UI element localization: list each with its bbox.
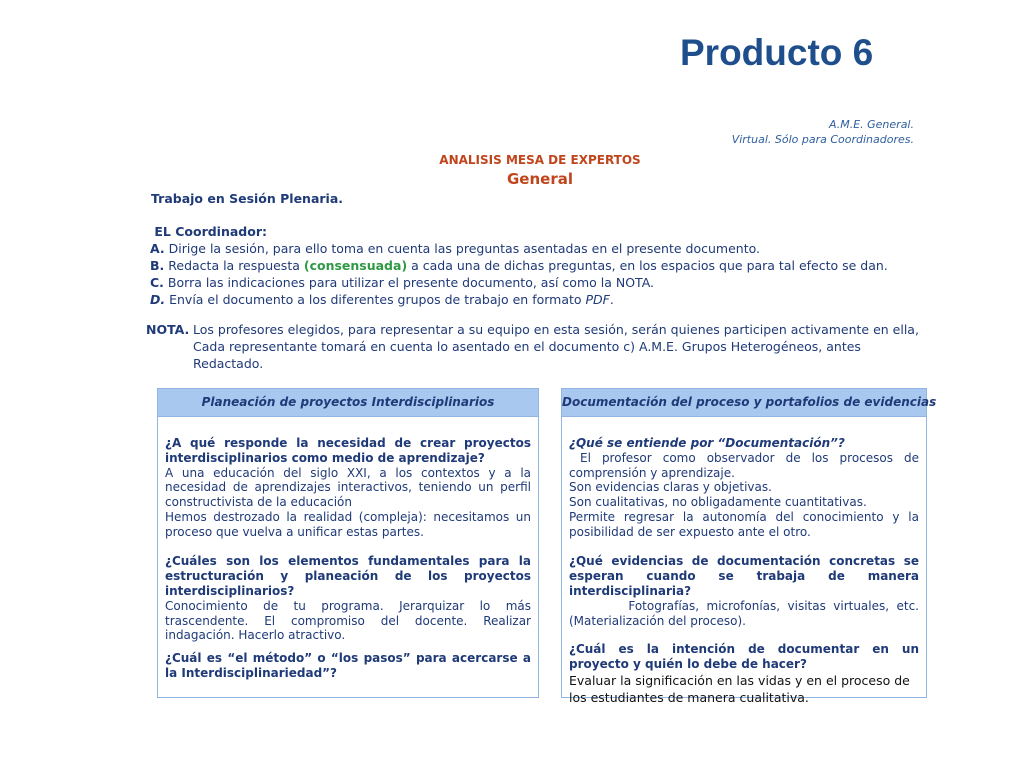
answer: Son cualitativas, no obligadamente cuantitativas. — [569, 495, 867, 510]
nota-label: NOTA. — [146, 322, 190, 337]
instruction-d: D. Envía el documento a los diferentes grupos de trabajo en formato PDF. — [150, 292, 614, 307]
question: ¿Qué se entiende por “Documentación”? — [569, 436, 845, 450]
section-subheading: General — [507, 170, 573, 188]
question: ¿Qué evidencias de documentación concretas se esperan cuando se trabaja de manera interdisciplinaria? — [569, 554, 919, 598]
nota-line: Los profesores elegidos, para representar a su equipo en esta sesión, serán quienes participen activamente en ella, — [193, 322, 919, 337]
documentation-box-header: Documentación del proceso y portafolios de evidencias — [562, 389, 926, 417]
documentation-box — [561, 388, 937, 705]
section-heading: ANALISIS MESA DE EXPERTOS — [439, 153, 641, 167]
planning-box-header: Planeación de proyectos Interdisciplinarios — [158, 389, 538, 417]
question: ¿Cuál es la intención de documentar en un proyecto y quién lo debe de hacer? — [569, 642, 919, 672]
question: ¿Cuáles son los elementos fundamentales para la estructuración y planeación de los proyectos interdisciplinarios? — [165, 554, 531, 598]
answer: Evaluar la significación en las vidas y en el proceso de los estudiantes de manera cualitativa. — [569, 672, 910, 705]
meta-line-virtual: Virtual. Sólo para Coordinadores. — [731, 133, 914, 146]
answer: Permite regresar la autonomía del conocimiento y la posibilidad de ser expuesto ante el otro. — [569, 509, 919, 539]
meta-line-ame: A.M.E. General. — [828, 118, 914, 131]
instruction-c: C. Borra las indicaciones para utilizar el presente documento, así como la NOTA. — [150, 275, 655, 290]
answer: Conocimiento de tu programa. Jerarquizar lo más trascendente. El compromiso del docente. Realizar indagación. Hacerlo atractivo. — [165, 598, 531, 643]
planning-box — [157, 388, 539, 698]
nota-line: Redactado. — [193, 356, 264, 371]
planning-box-body — [158, 417, 538, 681]
question: ¿A qué responde la necesidad de crear proyectos interdisciplinarios como medio de aprendizaje? — [165, 436, 531, 465]
answer: Hemos destrozado la realidad (compleja): necesitamos un proceso que vuelva a unificar estas partes. — [165, 509, 531, 539]
instructions — [150, 223, 888, 308]
instruction-a: A. Dirige la sesión, para ello toma en cuenta las preguntas asentadas en el presente documento. — [150, 241, 761, 256]
documentation-box-body — [562, 417, 926, 706]
nota-text — [193, 321, 919, 372]
answer: A una educación del siglo XXI, a los contextos y a la necesidad de aprendizajes interactivos, teniendo un perfil constructivista de la educación — [165, 465, 531, 510]
instruction-b: B. Redacta la respuesta (consensuada) a cada una de dichas preguntas, en los espacios que para tal efecto se dan. — [150, 258, 888, 273]
meta-info — [732, 117, 914, 147]
answer: Fotografías, microfonías, visitas virtuales, etc. (Materialización del proceso). — [569, 598, 923, 628]
page-title: Producto 6 — [680, 32, 874, 73]
nota-line: Cada representante tomará en cuenta lo asentado en el documento c) A.M.E. Grupos Heterogéneos, antes — [193, 339, 861, 354]
answer: El profesor como observador de los procesos de comprensión y aprendizaje. — [569, 450, 923, 480]
answer: Son evidencias claras y objetivas. — [569, 480, 772, 495]
question: ¿Cuál es “el método” o “los pasos” para acercarse a la Interdisciplinariedad”? — [165, 651, 531, 680]
coordinator-label: EL Coordinador: — [154, 224, 267, 239]
session-label: Trabajo en Sesión Plenaria. — [151, 191, 344, 206]
